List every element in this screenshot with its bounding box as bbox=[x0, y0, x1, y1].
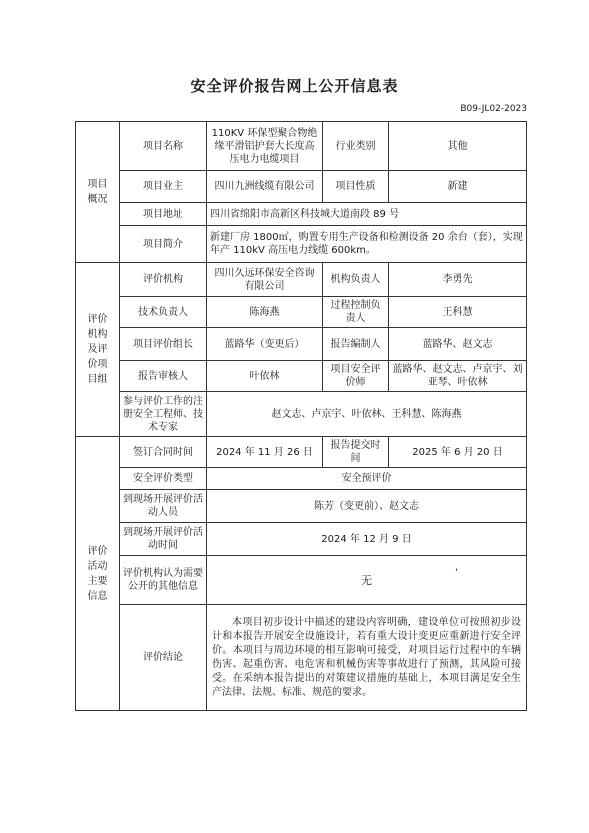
label-tech: 技术负责人 bbox=[120, 297, 207, 328]
row-staff bbox=[76, 490, 527, 523]
value-industry: 其他 bbox=[389, 122, 527, 171]
row-address bbox=[76, 203, 527, 226]
label-project-name: 项目名称 bbox=[120, 122, 207, 171]
row-owner bbox=[76, 171, 527, 203]
row-brief bbox=[76, 226, 527, 263]
label-process: 过程控制负责人 bbox=[323, 297, 389, 328]
form-code: B09-JL02-2023 bbox=[460, 104, 527, 114]
value-agency: 四川久远环保安全咨询有限公司 bbox=[207, 263, 323, 297]
label-time: 到现场开展评价活动时间 bbox=[120, 523, 207, 556]
value-conclusion: 本项目初步设计中描述的建设内容明确，建设单位可按照初步设计和本报告开展安全设施设计，若有重大设计变更应重新进行安全评价。本项目与周边环境的相互影响可接受，对项目运行过程中的车辆伤害、起重伤害、电危害和机械伤害等事故进行了预测，其风险可接受。在采纳本报告提出的对策建议措施的基础上，本项目满足安全生产法律、法规、标准、规范的要求。 bbox=[207, 605, 527, 711]
value-type: 安全预评价 bbox=[207, 468, 527, 490]
row-time bbox=[76, 523, 527, 556]
label-contract: 签订合同时间 bbox=[120, 437, 207, 468]
label-conclusion: 评价结论 bbox=[120, 605, 207, 711]
value-project-name: 110KV 环保型聚合物绝缘平滑铝护套大长度高压电力电缆项目 bbox=[207, 122, 323, 171]
row-reviewer bbox=[76, 361, 527, 392]
value-nature: 新建 bbox=[389, 171, 527, 203]
value-brief: 新建厂房 1800㎡，购置专用生产设备和检测设备 20 余台（套），实现年产 110kV 高压电力线缆 600km。 bbox=[207, 226, 527, 263]
value-tech: 陈海燕 bbox=[207, 297, 323, 328]
section-agency: 评价 机构 及评 价项 目组 bbox=[76, 263, 120, 437]
value-contract: 2024 年 11 月 26 日 bbox=[207, 437, 323, 468]
value-staff: 陈芳（变更前）、赵文志 bbox=[207, 490, 527, 523]
label-other: 评价机构认为需要公开的其他信息 bbox=[120, 556, 207, 605]
label-writer: 报告编制人 bbox=[323, 328, 389, 361]
label-owner: 项目业主 bbox=[120, 171, 207, 203]
value-experts: 赵文志、卢京宇、叶依林、王科慧、陈海燕 bbox=[207, 392, 527, 437]
row-other bbox=[76, 556, 527, 605]
value-writer: 蓝路华、赵文志 bbox=[389, 328, 527, 361]
section-overview: 项目 概况 bbox=[76, 122, 120, 263]
label-staff: 到现场开展评价活动人员 bbox=[120, 490, 207, 523]
stray-mark: , bbox=[455, 562, 459, 573]
value-evaluator: 蓝路华、赵文志、卢京宇、刘亚琴、叶依林 bbox=[389, 361, 527, 392]
label-agency: 评价机构 bbox=[120, 263, 207, 297]
label-submit: 报告提交时间 bbox=[323, 437, 389, 468]
value-time: 2024 年 12 月 9 日 bbox=[207, 523, 527, 556]
label-evaluator: 项目安全评价师 bbox=[323, 361, 389, 392]
label-leader: 项目评价组长 bbox=[120, 328, 207, 361]
value-reviewer: 叶依林 bbox=[207, 361, 323, 392]
row-leader bbox=[76, 328, 527, 361]
value-owner: 四川九洲线缆有限公司 bbox=[207, 171, 323, 203]
label-address: 项目地址 bbox=[120, 203, 207, 226]
row-experts bbox=[76, 392, 527, 437]
label-experts: 参与评价工作的注册安全工程师、技术专家 bbox=[120, 392, 207, 437]
value-address: 四川省绵阳市高新区科技城大道南段 89 号 bbox=[207, 203, 527, 226]
label-brief: 项目简介 bbox=[120, 226, 207, 263]
value-other: 无 bbox=[207, 556, 527, 605]
label-nature: 项目性质 bbox=[323, 171, 389, 203]
label-reviewer: 报告审核人 bbox=[120, 361, 207, 392]
value-leader: 蓝路华（变更后） bbox=[207, 328, 323, 361]
value-submit: 2025 年 6 月 20 日 bbox=[389, 437, 527, 468]
label-type: 安全评价类型 bbox=[120, 468, 207, 490]
label-agency-head: 机构负责人 bbox=[323, 263, 389, 297]
row-contract bbox=[76, 437, 527, 468]
row-tech bbox=[76, 297, 527, 328]
label-industry: 行业类别 bbox=[323, 122, 389, 171]
row-agency bbox=[76, 263, 527, 297]
row-project-name bbox=[76, 122, 527, 171]
row-type bbox=[76, 468, 527, 490]
value-agency-head: 李勇先 bbox=[389, 263, 527, 297]
row-conclusion bbox=[76, 605, 527, 711]
info-table bbox=[75, 121, 527, 711]
page-title: 安全评价报告网上公开信息表 bbox=[190, 77, 399, 95]
value-process: 王科慧 bbox=[389, 297, 527, 328]
section-activity: 评价 活动 主要 信息 bbox=[76, 437, 120, 711]
